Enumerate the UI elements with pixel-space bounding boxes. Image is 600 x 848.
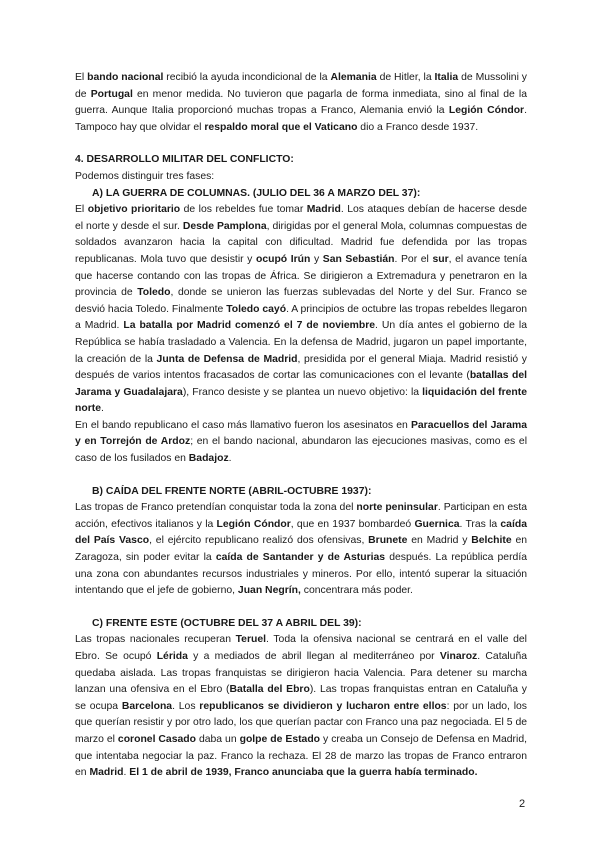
emphasis-text: Legión Cóndor (216, 518, 291, 530)
emphasis-text: liquidación del frente norte (75, 386, 527, 415)
emphasis-text: Madrid (306, 204, 341, 216)
emphasis-text: Portugal (90, 88, 133, 100)
emphasis-text: Toledo (137, 287, 171, 299)
document-page (75, 70, 527, 782)
emphasis-text: La batalla por Madrid comenzó el 7 de noviembre (123, 320, 376, 332)
section-heading: 4. DESARROLLO MILITAR DEL CONFLICTO: (75, 154, 294, 166)
emphasis-text: sur (432, 253, 449, 265)
emphasis-text: caída del País Vasco (75, 518, 527, 547)
phase-a-repression-paragraph: En el bando republicano el caso más llamativo fueron los asesinatos en Paracuellos del Jarama y en Torrejón de Ardoz; en el bando nacional, abundaron las ejecuciones masivas, como es el caso de los fusilados en Badajoz. (75, 419, 528, 465)
emphasis-text: Juan Negrín, (237, 585, 301, 597)
paragraph-international-support: El bando nacional recibió la ayuda incondicional de la Alemania de Hitler, la Italia de Mussolini y de Portugal en menor medida. No tuvieron que pagarla de forma inmediata, sino al final de la guerra. Aunque Italia proporcionó muchas tropas a Franco, Alemania envió la Legión Cóndor. Tampoco hay que olvidar el respaldo moral que el Vaticano dio a Franco desde 1937. (75, 72, 527, 133)
emphasis-text: respaldo moral que el Vaticano (204, 121, 358, 133)
emphasis-text: Desde Pamplona (182, 220, 267, 232)
emphasis-text: Alemania (330, 72, 377, 83)
emphasis-text: norte peninsular (356, 502, 438, 514)
emphasis-text: Lérida (156, 651, 188, 662)
phase-b-paragraph: Las tropas de Franco pretendían conquistar toda la zona del norte peninsular. Participan en esta acción, efectivos italianos y la Legión Cóndor, que en 1937 bombardeó Guernica. Tras la caída del País Vasco, el ejército republicano realizó dos ofensivas, Brunete en Madrid y Belchite en Zaragoza, sin poder evitar la caída de Santander y de Asturias después. La república perdía una zona con abundantes recursos industriales y mineros. Por ello, intentó superar la situación intentando que el jefe de gobierno, Juan Negrín, concentrara más poder. (75, 502, 528, 597)
emphasis-text: Junta de Defensa de Madrid (156, 353, 298, 365)
section-intro: Podemos distinguir tres fases: (75, 170, 215, 182)
emphasis-text: batallas del Jarama y Guadalajara (75, 370, 527, 398)
emphasis-text: Brunete (368, 535, 408, 547)
emphasis-text: Batalla del Ebro (229, 684, 310, 696)
emphasis-text: bando nacional (87, 72, 164, 83)
emphasis-text: Badajoz (188, 453, 229, 465)
emphasis-text: objetivo prioritario (87, 204, 181, 216)
emphasis-text: golpe de Estado (239, 733, 321, 745)
phase-c-paragraph: Las tropas nacionales recuperan Teruel. Toda la ofensiva nacional se centrará en el valle del Ebro. Se ocupó Lérida y a mediados de abril llegan al mediterráneo por Vinaroz. Cataluña quedaba aislada. Las tropas franquistas se dirigieron hacia Valencia. Para detener su marcha lanzan una ofensiva en el Ebro (Batalla del Ebro). Las tropas franquistas entran en Cataluña y se ocupa Barcelona. Los republicanos se dividieron y lucharon entre ellos: por un lado, los que querían resistir y por otro lado, los que querían pactar con Franco una paz negociada. El 5 de marzo el coronel Casado daba un golpe de Estado y creaba un Consejo de Defensa en Madrid, que intentaba negociar la paz. Franco la rechaza. El 28 de marzo las tropas de Franco entraron en Madrid. El 1 de abril de 1939, Franco anunciaba que la guerra había terminado. (75, 634, 528, 779)
phase-b-title: B) CAÍDA DEL FRENTE NORTE (ABRIL-OCTUBRE 1937): (92, 485, 372, 497)
emphasis-text: caída de Santander y de Asturias (215, 552, 386, 564)
emphasis-text: San Sebastián (322, 253, 395, 265)
phase-c-title: C) FRENTE ESTE (OCTUBRE DEL 37 A ABRIL DEL 39): (92, 617, 362, 629)
emphasis-text: Toledo cayó (226, 303, 287, 315)
emphasis-text: Madrid (89, 767, 124, 779)
emphasis-text: Guernica (414, 518, 460, 530)
emphasis-text: Legión Cóndor (448, 105, 525, 117)
emphasis-text: El 1 de abril de 1939, Franco anunciaba que la guerra había terminado. (129, 767, 478, 779)
emphasis-text: Barcelona (121, 700, 173, 712)
phase-a-paragraph: El objetivo prioritario de los rebeldes fue tomar Madrid. Los ataques debían de hacerse desde el norte y desde el sur. Desde Pamplona, dirigidas por el general Mola, columnas compuestas de soldados avanzaron hacia la capital con dificultad. Madrid fue defendida por las tropas republicanas. Mola tuvo que desistir y ocupó Irún y San Sebastián. Por el sur, el avance tenía que hacerse contando con las tropas de África. Se dirigieron a Extremadura y penetraron en la provincia de Toledo, donde se unieron las fuerzas sublevadas del Norte y del Sur. Franco se desvió hacia Toledo. Finalmente Toledo cayó. A principios de octubre las tropas rebeldes llegaron a Madrid. La batalla por Madrid comenzó el 7 de noviembre. Un día antes el gobierno de la República se había trasladado a Valencia. En la defensa de Madrid, jugaron un papel importante, la creación de la Junta de Defensa de Madrid, presidida por el general Miaja. Madrid resistió y después de varios intentos fracasados de cortar las comunicaciones con el levante (batallas del Jarama y Guadalajara), Franco desiste y se plantea un nuevo objetivo: la liquidación del frente norte. (75, 204, 528, 415)
emphasis-text: Paracuellos del Jarama y en Torrejón de Ardoz (75, 419, 527, 448)
emphasis-text: ocupó Irún (255, 253, 311, 265)
emphasis-text: coronel Casado (117, 733, 196, 745)
emphasis-text: Vinaroz (439, 651, 478, 662)
emphasis-text: Belchite (471, 535, 512, 547)
page-number: 2 (519, 798, 526, 810)
phase-a-title: A) LA GUERRA DE COLUMNAS. (JULIO DEL 36 A MARZO DEL 37): (92, 187, 421, 199)
emphasis-text: republicanos se dividieron y lucharon entre ellos (199, 700, 447, 712)
emphasis-text: Teruel (235, 634, 267, 646)
emphasis-text: Italia (434, 72, 459, 83)
